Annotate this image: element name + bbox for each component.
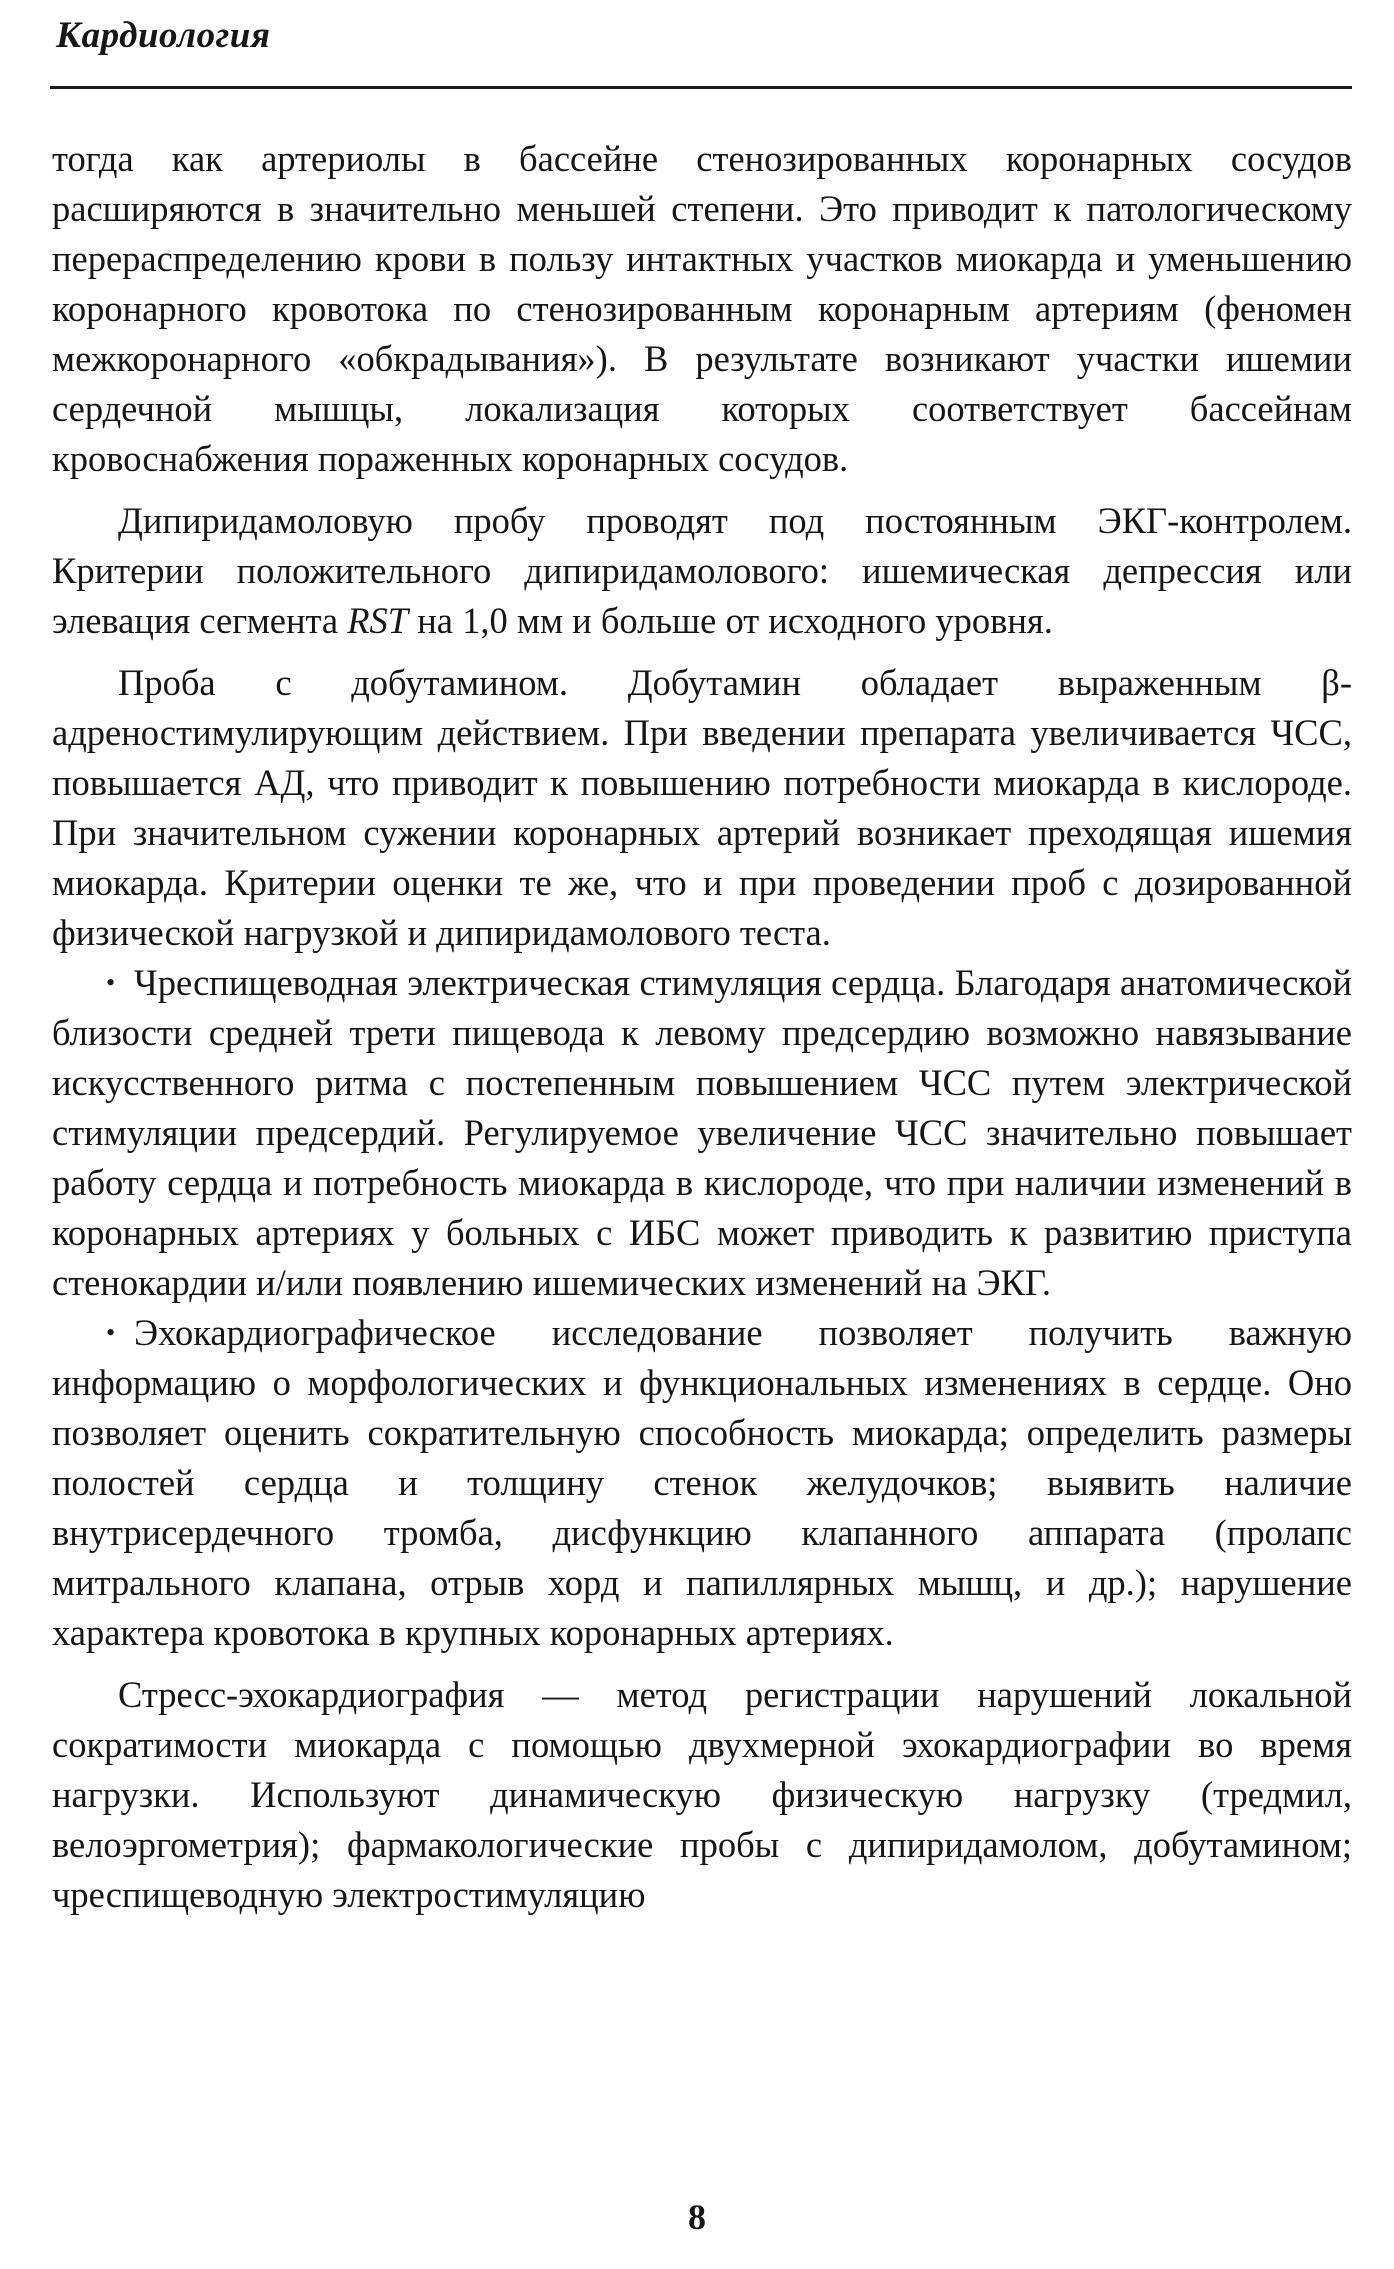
header-rule: [50, 86, 1352, 89]
bullet-paragraph-2: [52, 1308, 1352, 1658]
paragraph-6: Стресс-эхокардиография — метод регистрации нарушений локальной сократимости миокарда с помощью двухмерной эхокардиографии во время нагрузки. Используют динамическую физическую нагрузку (тредмил, велоэргометрия); фармакологические пробы с дипиридамолом, добутамином; чреспищеводную электростимуляцию: [52, 1674, 1352, 1915]
bullet-paragraph-1-text: Чреспищеводная электрическая стимуляция сердца. Благодаря анатомической близости средней трети пищевода к левому предсердию возможно навязывание искусственного ритма с постепенным повышением ЧСС путем электрической стимуляции предсердий. Регулируемое увеличение ЧСС значительно повышает работу сердца и потребность миокарда в кислороде, что при наличии изменений в коронарных артериях у больных с ИБС может приводить к развитию приступа стенокардии и/или появлению ишемических изменений на ЭКГ.: [52, 962, 1352, 1303]
paragraph-2-end: на 1,0 мм и больше от исходного уровня.: [408, 600, 1053, 641]
rst-segment-term: RST: [347, 600, 409, 641]
bullet-icon: •: [106, 968, 116, 997]
page-number: 8: [688, 2197, 706, 2237]
paragraph-2: [52, 496, 1352, 646]
paragraph-2-start: Дипиридамоловую пробу проводят под постоянным ЭКГ-контролем. Критерии положительного дипиридамолового: ишемическая депрессия или элевация сегмента: [52, 500, 1352, 641]
bullet-icon: •: [106, 1318, 116, 1347]
running-title: Кардиология: [56, 15, 271, 56]
bullet-paragraph-2-text: Эхокардиографическое исследование позволяет получить важную информацию о морфологических и функциональных изменениях в сердце. Оно позволяет оценить сократительную способность миокарда; определить размеры полостей сердца и толщину стенок желудочков; выявить наличие внутрисердечного тромба, дисфункцию клапанного аппарата (пролапс митрального клапана, отрыв хорд и папиллярных мышц, и др.); нарушение характера кровотока в крупных коронарных артериях.: [52, 1312, 1352, 1653]
bullet-paragraph-1: [52, 958, 1352, 1308]
paragraph-3: Проба с добутамином. Добутамин обладает выраженным β-адреностимулирующим действием. При введении препарата увеличивается ЧСС, повышается АД, что приводит к повышению потребности миокарда в кислороде. При значительном сужении коронарных артерий возникает преходящая ишемия миокарда. Критерии оценки те же, что и при проведении проб с дозированной физической нагрузкой и дипиридамолового теста.: [52, 662, 1352, 953]
paragraph-1: тогда как артериолы в бассейне стенозированных коронарных сосудов расширяются в значительно меньшей степени. Это приводит к патологическому перераспределению крови в пользу интактных участков миокарда и уменьшению коронарного кровотока по стенозированным коронарным артериям (феномен межкоронарного «обкрадывания»). В результате возникают участки ишемии сердечной мышцы, локализация которых соответствует бассейнам кровоснабжения пораженных коронарных сосудов.: [52, 138, 1352, 479]
page-body: [52, 134, 1352, 1920]
